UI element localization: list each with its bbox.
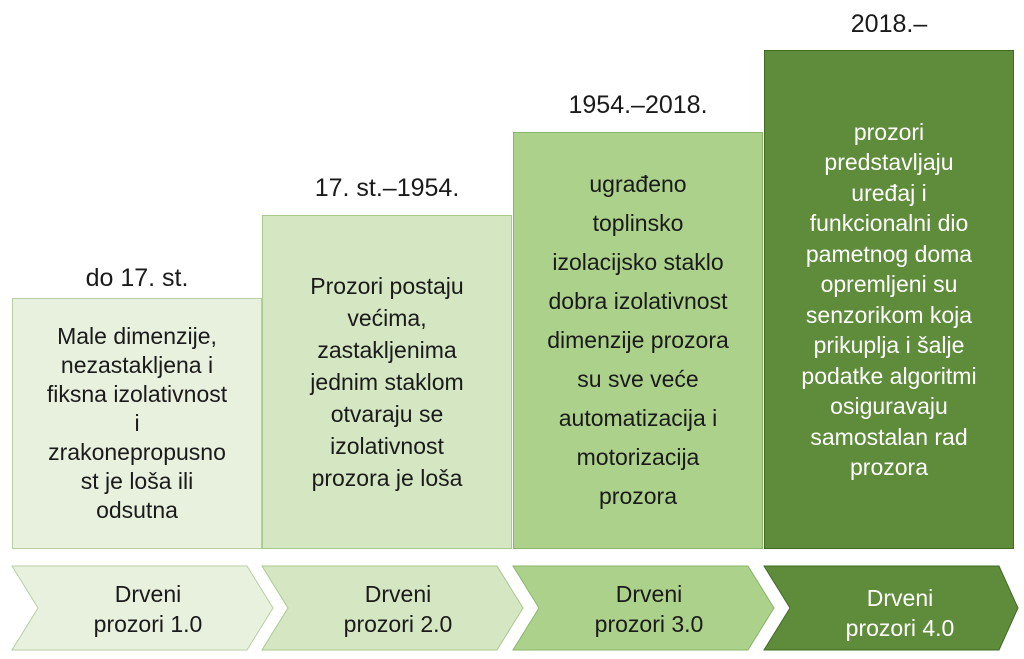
description-line: prozori: [853, 118, 925, 145]
stage-3-description: [513, 132, 763, 549]
description-line: dobra izolativnost: [548, 288, 728, 314]
description-line: prozora je loša: [311, 465, 463, 491]
description-line: pametnog doma: [805, 240, 973, 267]
description-line: prozora: [599, 483, 677, 509]
description-line: većima,: [347, 305, 427, 331]
description-line: dimenzije prozora: [547, 327, 729, 353]
description-line: Prozori postaju: [310, 273, 464, 299]
stage-3-product: [549, 579, 749, 639]
description-line: izolacijsko staklo: [552, 249, 724, 275]
stage-1-product: [48, 579, 248, 639]
stage-4-period: 2018.–: [850, 10, 928, 38]
description-line: samostalan rad: [810, 423, 968, 450]
description-line: prikuplja i šalje: [813, 332, 965, 358]
description-line: senzorikom koja: [805, 301, 973, 328]
description-line: fiksna izolativnost: [46, 381, 228, 407]
stage-2-description: [262, 215, 512, 549]
description-line: ugrađeno: [589, 171, 687, 197]
stage-4-description: [764, 50, 1014, 549]
description-line: zrakonepropusno: [48, 439, 226, 465]
stage-1-description: [12, 298, 262, 549]
product-line: Drveni: [615, 581, 683, 607]
description-line: izolativnost: [330, 433, 444, 459]
product-line: prozori 4.0: [845, 615, 955, 641]
stage-3-period: 1954.–2018.: [568, 91, 708, 119]
description-line: jednim staklom: [310, 369, 464, 395]
description-line: motorizacija: [576, 444, 700, 470]
description-line: su sve veće: [577, 366, 699, 392]
description-line: st je loša ili: [80, 468, 194, 494]
product-line: prozori 1.0: [93, 611, 203, 637]
product-line: Drveni: [114, 581, 182, 607]
stage-1-period: do 17. st.: [85, 264, 189, 292]
description-line: osiguravaju: [830, 393, 948, 419]
description-line: toplinsko: [592, 210, 684, 236]
description-line: i: [134, 410, 140, 436]
description-line: opremljeni su: [820, 271, 958, 297]
product-line: Drveni: [866, 585, 934, 611]
description-line: automatizacija i: [558, 405, 718, 431]
description-line: otvaraju se: [330, 401, 444, 427]
stage-4-product: [800, 583, 1000, 643]
description-line: zastakljenima: [317, 337, 457, 363]
description-line: nezastakljena i: [60, 352, 214, 378]
description-line: prozora: [850, 454, 928, 480]
product-line: Drveni: [364, 581, 432, 607]
description-line: podatke algoritmi: [801, 362, 977, 389]
product-line: prozori 2.0: [343, 611, 453, 637]
description-line: Male dimenzije,: [57, 323, 217, 349]
stage-2-period: 17. st.–1954.: [314, 174, 460, 202]
stage-2-product: [298, 579, 498, 639]
description-line: odsutna: [96, 497, 178, 523]
product-line: prozori 3.0: [594, 611, 704, 637]
description-line: predstavljaju: [824, 149, 954, 175]
description-line: uređaj i: [851, 179, 927, 206]
description-line: funkcionalni dio: [809, 210, 969, 236]
